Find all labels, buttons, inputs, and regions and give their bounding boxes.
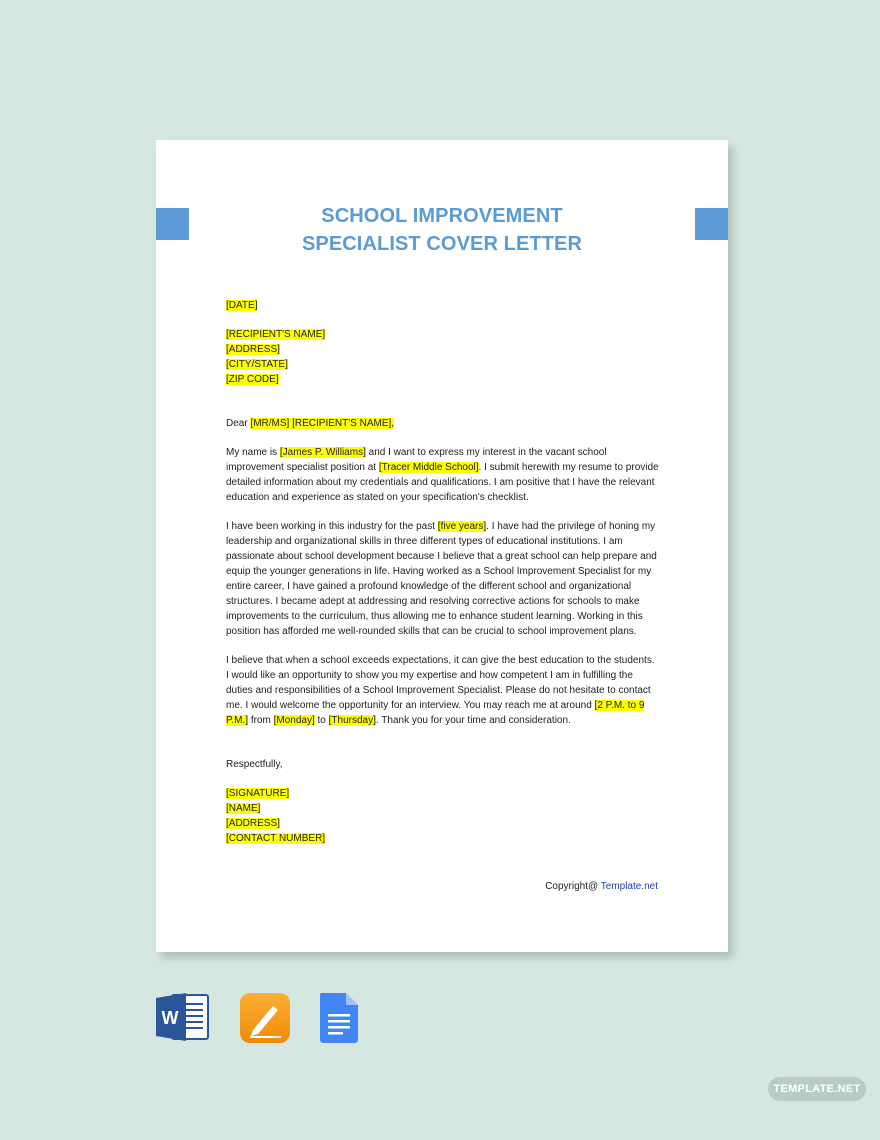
document-title bbox=[156, 202, 728, 258]
recipient-zip: [ZIP CODE] bbox=[226, 374, 279, 385]
recipient-name: [RECIPIENT'S NAME] bbox=[226, 329, 326, 340]
recipient-address: [ADDRESS] bbox=[226, 344, 280, 355]
sender-contact: [CONTACT NUMBER] bbox=[226, 833, 326, 844]
sender-name: [NAME] bbox=[226, 803, 261, 814]
signature-placeholder: [SIGNATURE] bbox=[226, 788, 290, 799]
closing: Respectfully, bbox=[226, 759, 283, 770]
date-placeholder: [DATE] bbox=[226, 300, 258, 311]
paragraph-2: I have been working in this industry for the past [five years]. I have had the privilege of honing my leadership and organizational skills in three different types of educational institutions. I am passionate about school development because I believe that a great school can help prepare and equip the younger generations in life. Having worked as a School Improvement Specialist for my entire career, I have gained a profound knowledge of the different school and organizational structures. I became adept at addressing and resolving corrective actions for schools to make improvements to the curriculum, thus allowing me to enhance student learning. Working in this position has afforded me well-rounded skills that can be crucial to school improvement plans. bbox=[226, 521, 657, 637]
contact-hours: [2 P.M. to 9 P.M.] bbox=[226, 700, 645, 726]
contact-day-end: [Thursday] bbox=[328, 715, 376, 726]
signature-block bbox=[226, 786, 660, 846]
pages-icon[interactable] bbox=[239, 992, 291, 1044]
salutation-name: [MR/MS] [RECIPIENT'S NAME], bbox=[250, 418, 395, 429]
document-page bbox=[156, 140, 728, 952]
recipient-block bbox=[226, 327, 660, 387]
years-experience: [five years] bbox=[437, 521, 487, 532]
template-net-watermark: TEMPLATE.NET bbox=[768, 1077, 866, 1101]
applicant-name: [James P. Williams] bbox=[279, 447, 366, 458]
word-icon[interactable] bbox=[156, 992, 210, 1042]
letter-body bbox=[226, 298, 660, 846]
recipient-city-state: [CITY/STATE] bbox=[226, 359, 288, 370]
title-line-2: SPECIALIST COVER LETTER bbox=[301, 233, 583, 255]
paragraph-1: My name is [James P. Williams] and I want to express my interest in the vacant school improvement specialist position at [Tracer Middle School]. I submit herewith my resume to provide detailed information about my credentials and qualifications. I am positive that I have the relevant education and experience as stated on your specification's checklist. bbox=[226, 447, 659, 503]
salutation: Dear [MR/MS] [RECIPIENT'S NAME], bbox=[226, 418, 395, 429]
sender-address: [ADDRESS] bbox=[226, 818, 280, 829]
contact-day-start: [Monday] bbox=[273, 715, 315, 726]
google-docs-icon[interactable] bbox=[318, 992, 360, 1044]
school-name: [Tracer Middle School] bbox=[378, 462, 479, 473]
title-line-1: SCHOOL IMPROVEMENT bbox=[321, 205, 563, 227]
copyright-notice: Copyright@ Template.net bbox=[545, 881, 658, 892]
date-line bbox=[226, 298, 660, 313]
paragraph-3: I believe that when a school exceeds expectations, it can give the best education to the students. I would like an opportunity to show you my expertise and how competent I am in fulfilling the duties and responsibilities of a School Improvement Specialist. Please do not hesitate to contact me. I would welcome the opportunity for an interview. You may reach me at around [2 P.M. to 9 P.M.] from [Monday] to [Thursday]. Thank you for your time and consideration. bbox=[226, 655, 655, 726]
svg-text:W: W bbox=[161, 1008, 179, 1028]
copyright-link[interactable]: Template.net bbox=[600, 881, 658, 892]
